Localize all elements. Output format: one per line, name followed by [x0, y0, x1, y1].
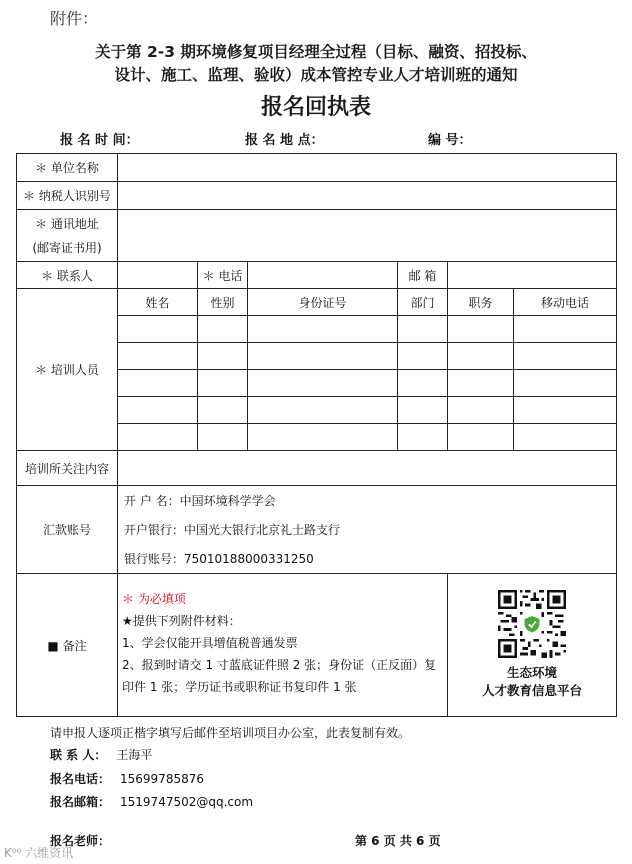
- trainee-gender-cell[interactable]: [198, 316, 248, 343]
- trainee-position-cell[interactable]: [448, 343, 514, 370]
- registration-phone-row: [50, 770, 204, 787]
- remark-item-2: 2、报到时请交 1 寸蓝底证件照 2 张；身份证（正反面）复印件 1 张；学历证书或职称证书复印件 1 张: [122, 658, 437, 694]
- trainee-department-cell[interactable]: [398, 397, 448, 424]
- email-field[interactable]: [448, 262, 617, 289]
- trainee-gender-cell[interactable]: [198, 424, 248, 451]
- submission-instruction: 请申报人逐项正楷字填写后邮件至培训项目办公室，此表复制有效。: [50, 726, 411, 740]
- trainee-position-cell[interactable]: [448, 397, 514, 424]
- focus-field[interactable]: [118, 451, 617, 486]
- trainee-id-cell[interactable]: [248, 343, 398, 370]
- trainee-department-cell[interactable]: [398, 343, 448, 370]
- trainee-id-cell[interactable]: [248, 397, 398, 424]
- unit-name-field[interactable]: [118, 154, 617, 182]
- watermark: K⁰⁰ 六维资讯: [4, 846, 74, 860]
- address-label-line1: ＊ 通讯地址: [35, 216, 99, 231]
- qr-caption-line1: 生态环境: [506, 665, 557, 680]
- required-note: ＊ 为必填项: [122, 592, 186, 606]
- trainee-gender-cell[interactable]: [198, 370, 248, 397]
- trainee-mobile-cell[interactable]: [514, 424, 617, 451]
- trainee-name-cell[interactable]: [118, 397, 198, 424]
- registration-email-label: 报名邮箱：: [50, 795, 111, 809]
- registration-email-value: 1519747502@qq.com: [120, 795, 254, 809]
- trainee-name-cell[interactable]: [118, 370, 198, 397]
- account-name: 开 户 名：中国环境科学学会: [124, 494, 276, 508]
- header-id-number: 身份证号: [248, 289, 398, 316]
- remark-item-1: 1、学会仅能开具增值税普通发票: [122, 636, 298, 650]
- address-field[interactable]: [118, 210, 617, 262]
- trainee-gender-cell[interactable]: [198, 397, 248, 424]
- trainee-department-cell[interactable]: [398, 316, 448, 343]
- trainee-mobile-cell[interactable]: [514, 343, 617, 370]
- account-number: 银行账号：75010188000331250: [124, 552, 314, 566]
- attachment-label: 附件：: [50, 9, 99, 28]
- page-number: 第 6 页 共 6 页: [355, 834, 441, 848]
- registration-teacher-label: 报名老师：: [50, 834, 111, 848]
- header-mobile: 移动电话: [514, 289, 617, 316]
- trainee-mobile-cell[interactable]: [514, 370, 617, 397]
- trainees-label: ＊ 培训人员: [17, 289, 118, 451]
- remarks-label: ■ 备注: [17, 574, 118, 717]
- bank-info-cell: [118, 486, 617, 574]
- taxpayer-id-label: ＊ 纳税人识别号: [17, 182, 118, 210]
- trainee-department-cell[interactable]: [398, 424, 448, 451]
- provide-note: ★提供下列附件材料：: [122, 614, 241, 628]
- registration-phone-label: 报名电话：: [50, 772, 111, 786]
- form-title: 报名回执表: [260, 94, 371, 120]
- remarks-content: [118, 574, 448, 717]
- contact-person-label: 联 系 人：: [50, 748, 107, 762]
- header-name: 姓名: [118, 289, 198, 316]
- header-position: 职务: [448, 289, 514, 316]
- trainee-id-cell[interactable]: [248, 424, 398, 451]
- trainee-position-cell[interactable]: [448, 316, 514, 343]
- header-department: 部门: [398, 289, 448, 316]
- trainee-id-cell[interactable]: [248, 316, 398, 343]
- notice-title-line2: 设计、施工、监理、验收）成本管控专业人才培训班的通知: [114, 66, 518, 84]
- unit-name-label: ＊ 单位名称: [17, 154, 118, 182]
- bank-name: 开户银行：中国光大银行北京礼士路支行: [124, 523, 341, 537]
- trainee-mobile-cell[interactable]: [514, 316, 617, 343]
- address-label-line2: (邮寄证书用): [32, 240, 102, 255]
- qr-cell: [448, 574, 617, 717]
- qr-code-icon: [498, 590, 566, 658]
- address-label: [17, 210, 118, 262]
- trainee-department-cell[interactable]: [398, 370, 448, 397]
- bank-account-label: 汇款账号: [17, 486, 118, 574]
- registration-email-row: [50, 793, 253, 810]
- trainee-name-cell[interactable]: [118, 343, 198, 370]
- trainee-name-cell[interactable]: [118, 424, 198, 451]
- trainee-position-cell[interactable]: [448, 370, 514, 397]
- phone-field[interactable]: [248, 262, 398, 289]
- trainee-id-cell[interactable]: [248, 370, 398, 397]
- header-gender: 性别: [198, 289, 248, 316]
- trainee-gender-cell[interactable]: [198, 343, 248, 370]
- registration-time-label: 报 名 时 间：: [60, 133, 139, 148]
- notice-title-line1: 关于第 2-3 期环境修复项目经理全过程（目标、融资、招投标、: [95, 43, 537, 61]
- form-number-label: 编 号：: [428, 133, 472, 148]
- registration-form-table: [16, 153, 617, 717]
- trainee-position-cell[interactable]: [448, 424, 514, 451]
- contact-label: ＊ 联系人: [17, 262, 118, 289]
- email-label: 邮 箱: [398, 262, 448, 289]
- qr-caption-line2: 人才教育信息平台: [481, 683, 582, 698]
- contact-person-row: [50, 746, 152, 763]
- contact-person-value: 王海平: [116, 748, 153, 762]
- trainee-mobile-cell[interactable]: [514, 397, 617, 424]
- taxpayer-id-field[interactable]: [118, 182, 617, 210]
- contact-field[interactable]: [118, 262, 198, 289]
- focus-label: 培训所关注内容: [17, 451, 118, 486]
- trainee-name-cell[interactable]: [118, 316, 198, 343]
- registration-phone-value: 15699785876: [120, 772, 204, 786]
- phone-label: ＊ 电话: [198, 262, 248, 289]
- registration-place-label: 报 名 地 点：: [245, 133, 324, 148]
